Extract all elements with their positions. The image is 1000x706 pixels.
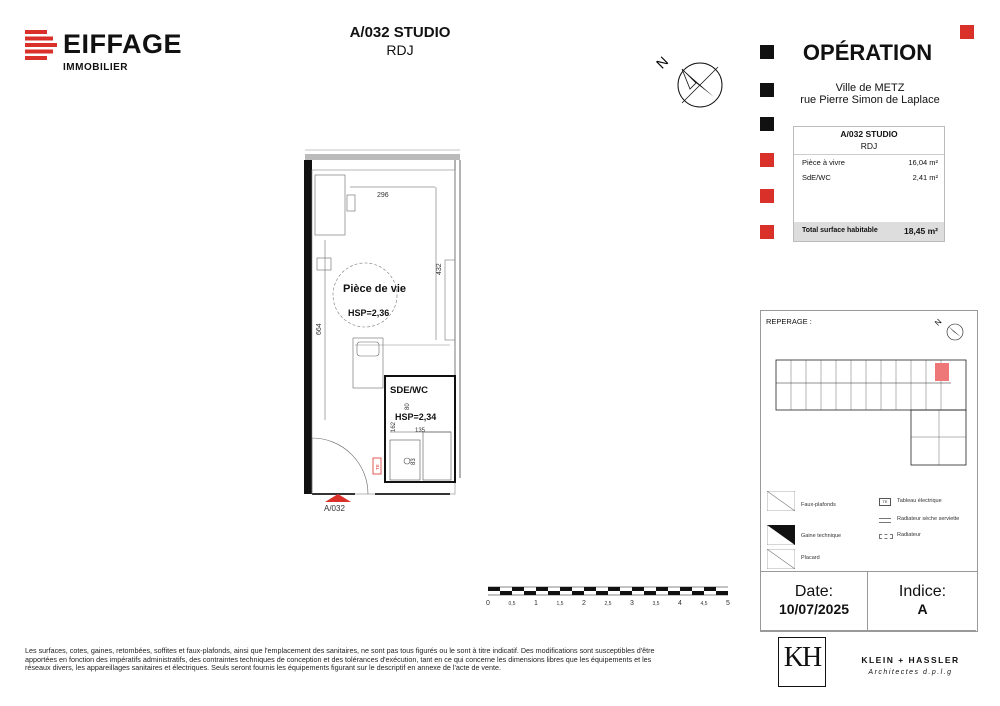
dim-296: 296: [377, 192, 389, 199]
legend-faux-plafonds: Faux-plafonds: [801, 502, 836, 508]
legend-seche-icon: [879, 518, 891, 523]
marker-square: [760, 189, 774, 203]
surface-row-value: 16,04 m²: [908, 158, 938, 167]
room-bath-hsp: HSP=2,34: [395, 412, 437, 422]
dim-83: 83: [411, 458, 417, 465]
date-value: 10/07/2025: [778, 601, 850, 617]
dim-664: 664: [316, 323, 323, 335]
surface-table-lot: A/032 STUDIO: [840, 129, 898, 139]
reperage-title: REPERAGE :: [766, 317, 812, 326]
scale-tick-label: 4: [678, 600, 682, 607]
page-title: A/032 STUDIO: [349, 24, 451, 41]
date-label: Date:: [794, 583, 834, 600]
legend-tableau: Tableau électrique: [897, 498, 942, 504]
svg-text:N: N: [933, 317, 944, 328]
indice-label: Indice:: [898, 583, 947, 600]
room-main-label: Pièce de vie: [343, 283, 406, 295]
legend-placard: Placard: [801, 555, 820, 561]
scale-bar: [478, 584, 738, 614]
operation-title: OPÉRATION: [802, 40, 933, 65]
svg-text:N: N: [652, 53, 672, 72]
north-arrow-icon: [931, 315, 971, 343]
scale-tick-label: 1: [534, 600, 538, 607]
corner-marker: [960, 25, 974, 39]
marker-square: [760, 45, 774, 59]
legend-radiateur: Radiateur: [897, 532, 921, 538]
legend-gaine-technique: Gaine technique: [801, 533, 842, 539]
entry-label: A/032: [324, 504, 345, 513]
north-arrow-icon: [652, 45, 732, 115]
dim-bath-v2: 162: [391, 421, 397, 432]
te-label: TE: [375, 464, 380, 470]
surface-table: [793, 126, 945, 242]
surface-total-value: 18,45 m²: [903, 226, 938, 236]
surface-total-row: [794, 222, 944, 241]
scale-tick-label: 3: [630, 600, 634, 607]
operation-address: [760, 82, 980, 106]
eiffage-logo-icon: [25, 30, 57, 60]
room-bath-label: SDE/WC: [390, 385, 428, 396]
scale-tick-label: 2,5: [604, 601, 612, 607]
scale-tick-label: 5: [726, 600, 730, 607]
scale-tick-label: 2: [582, 600, 586, 607]
disclaimer-text: Les surfaces, cotes, gaines, retombées, soffites et faux-plafonds, ainsi que l'emplacement des sanitaires, ne sont pas tous figurés ou le sont à titre indicatif. Des modifications sont susceptibles d'être apportées en fonction des impératifs administratifs, des contraintes techniques de conception et des tolérances d'exécution, tant en ce qui concerne les dimensions libres que les équipements et les réseaux divers, les appareillages sanitaires et électriques. Seuls seront fournis les équipements figurant sur le descriptif en annexe de l'acte de vente.: [25, 646, 655, 673]
legend-te-icon: TE: [879, 498, 891, 506]
architect-mark: KH: [783, 642, 821, 673]
surface-row-label: SdE/WC: [802, 173, 831, 182]
page-level: RDJ: [386, 42, 414, 58]
surface-row-label: Pièce à vivre: [802, 158, 845, 167]
legend-radiateur-icon: [879, 534, 893, 539]
scale-tick-label: 4,5: [700, 601, 708, 607]
floor-plan: [295, 140, 470, 520]
architect-block: [760, 630, 976, 691]
room-main-hsp: HSP=2,36: [348, 308, 390, 318]
scale-tick-label: 1,5: [556, 601, 564, 607]
marker-square: [760, 153, 774, 167]
site-plan: [771, 355, 971, 470]
reperage-panel: [760, 310, 978, 632]
legend-swatch-faux-plafonds: [767, 491, 795, 511]
marker-square: [760, 225, 774, 239]
marker-square: [760, 117, 774, 131]
scale-tick-label: 0: [486, 600, 490, 607]
surface-row-value: 2,41 m²: [912, 173, 938, 182]
surface-total-label: Total surface habitable: [802, 227, 878, 234]
scale-tick-label: 3,5: [652, 601, 660, 607]
dim-135: 135: [415, 428, 426, 434]
legend-swatch-gaine: [767, 525, 795, 545]
surface-table-level: RDJ: [860, 141, 878, 151]
architect-name: KLEIN + HASSLER: [861, 655, 960, 665]
architect-subtitle: Architectes d.p.l.g: [868, 669, 953, 676]
legend-swatch-placard: [767, 549, 795, 569]
scale-tick-label: 0,5: [508, 601, 516, 607]
operation-city: Ville de METZ: [835, 82, 905, 94]
indice-value: A: [917, 601, 928, 617]
dim-bath-v: 80: [405, 403, 411, 410]
architect-logo: [778, 637, 826, 687]
operation-street: rue Pierre Simon de Laplace: [800, 94, 940, 106]
dim-432: 432: [436, 263, 443, 275]
logo-name: EIFFAGE: [63, 29, 183, 59]
legend-radiateur-seche: Radiateur sèche serviette: [897, 516, 960, 522]
logo-subtitle: IMMOBILIER: [63, 62, 128, 73]
